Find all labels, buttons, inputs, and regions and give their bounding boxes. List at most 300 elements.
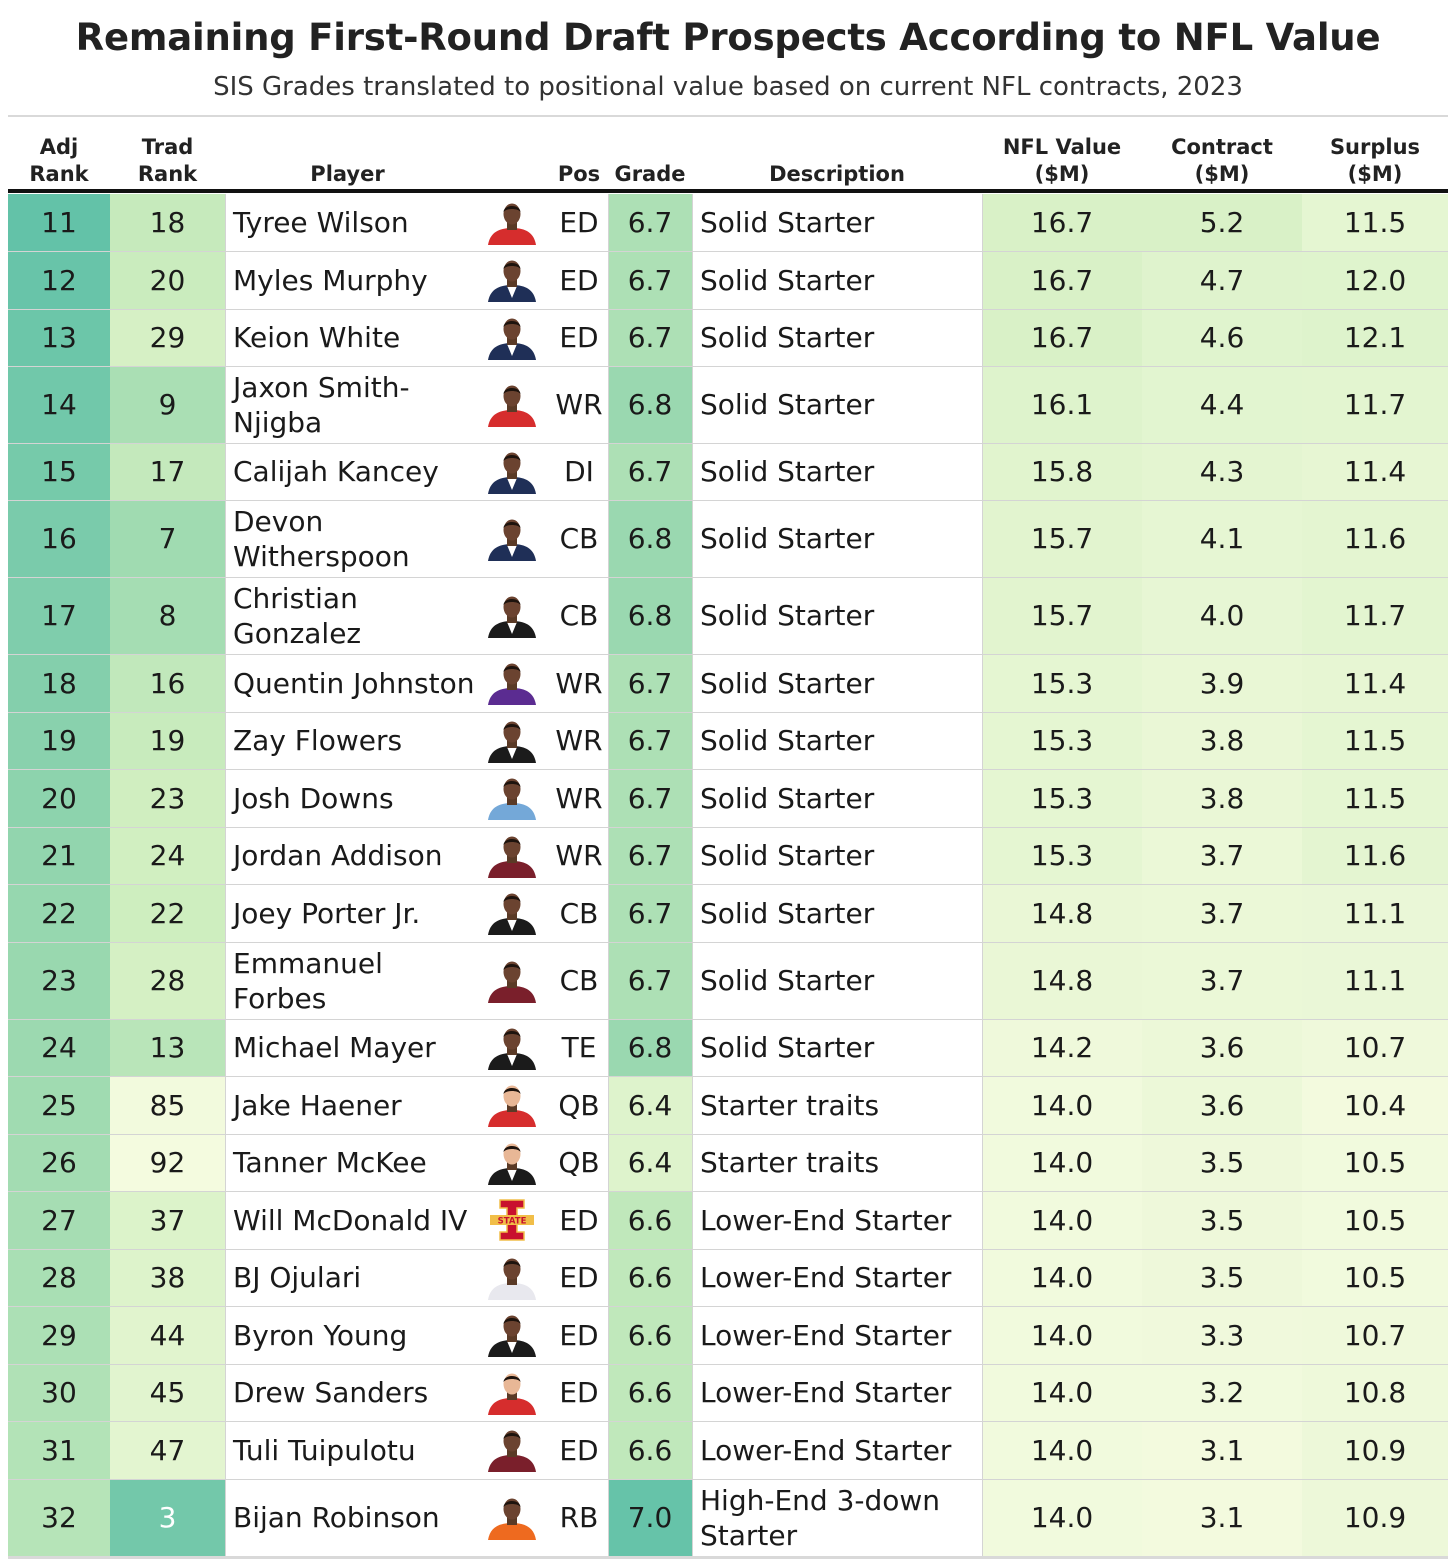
cell-adj: [8, 1364, 110, 1421]
cell-value: [982, 309, 1142, 366]
cell-desc: [692, 577, 982, 654]
cell-contract: [1142, 366, 1302, 443]
cell-trad-text: 45: [149, 1376, 186, 1409]
cell-desc: [692, 712, 982, 769]
cell-desc: [692, 942, 982, 1019]
cell-player-text: Zay Flowers: [233, 724, 403, 757]
cell-value: [982, 712, 1142, 769]
cell-value: [982, 500, 1142, 577]
cell-player: [225, 443, 475, 500]
cell-player: [225, 769, 475, 827]
cell-pos-text: QB: [558, 1146, 600, 1179]
cell-surplus-text: 11.1: [1343, 896, 1407, 930]
cell-player: [225, 1019, 475, 1076]
cell-trad: [110, 1191, 225, 1249]
cell-contract-text: 4.7: [1199, 263, 1245, 297]
cell-trad: [110, 500, 225, 577]
cell-contract: [1142, 1306, 1302, 1364]
cell-pos-text: DI: [564, 455, 594, 488]
cell-surplus: [1302, 194, 1448, 251]
cell-value: [982, 769, 1142, 827]
cell-trad: [110, 884, 225, 942]
cell-surplus: [1302, 251, 1448, 309]
cell-desc-text: Starter traits: [700, 1088, 880, 1122]
cell-desc: [692, 1134, 982, 1191]
cell-surplus-text: 11.7: [1343, 388, 1407, 421]
cell-surplus: [1302, 654, 1448, 712]
row-divider: [8, 1306, 1448, 1307]
cell-value-text: 15.3: [1030, 666, 1094, 700]
cell-player: [225, 500, 475, 577]
player-photo-headshot-icon: [482, 1313, 542, 1361]
cell-value-text: 14.0: [1030, 1203, 1094, 1237]
cell-desc-text: Lower-End Starter: [700, 1203, 952, 1237]
player-photo-headshot-icon: [482, 1256, 542, 1304]
cell-grade-text: 6.7: [627, 896, 673, 930]
cell-pos: [550, 309, 608, 366]
cell-grade: [608, 577, 692, 654]
cell-player-text: Josh Downs: [233, 781, 394, 815]
cell-surplus: [1302, 366, 1448, 443]
cell-grade: [608, 443, 692, 500]
cell-desc-text: Starter traits: [700, 1146, 880, 1179]
cell-desc-text: Solid Starter: [700, 206, 875, 239]
row-divider: [8, 1019, 1448, 1020]
cell-player-text: Myles Murphy: [233, 263, 428, 297]
cell-player: [225, 1421, 475, 1479]
cell-value-text: 16.7: [1030, 206, 1094, 239]
cell-grade-text: 6.6: [627, 1261, 673, 1294]
cell-contract-text: 3.2: [1199, 1376, 1245, 1409]
cell-grade: [608, 1421, 692, 1479]
cell-trad: [110, 366, 225, 443]
row-divider: [8, 769, 1448, 770]
cell-trad: [110, 1076, 225, 1134]
cell-desc-text: Solid Starter: [700, 321, 875, 354]
row-divider: [8, 1134, 1448, 1135]
cell-contract-text: 3.6: [1199, 1031, 1245, 1064]
cell-value-text: 14.0: [1030, 1501, 1094, 1534]
cell-adj: [8, 366, 110, 443]
row-divider: [8, 366, 1448, 367]
player-photo-headshot-icon: [482, 959, 542, 1007]
cell-grade-text: 6.8: [627, 599, 673, 632]
cell-pos: [550, 884, 608, 942]
cell-grade: [608, 1019, 692, 1076]
cell-surplus: [1302, 1421, 1448, 1479]
cell-surplus: [1302, 1191, 1448, 1249]
cell-adj: [8, 942, 110, 1019]
cell-trad: [110, 827, 225, 884]
cell-surplus-text: 11.6: [1343, 522, 1407, 555]
cell-trad-text: 37: [149, 1203, 186, 1237]
player-photo-logo-icon: [482, 1198, 542, 1246]
cell-player: [225, 884, 475, 942]
cell-surplus-text: 11.6: [1343, 839, 1407, 872]
cell-trad-text: 13: [149, 1031, 186, 1064]
column-header-desc: Description: [769, 162, 905, 186]
cell-adj-text: 25: [41, 1088, 77, 1122]
player-photo-headshot-icon: [482, 1083, 542, 1131]
cell-player-text: Joey Porter Jr.: [233, 896, 421, 930]
cell-trad-text: 47: [149, 1433, 186, 1467]
cell-pos: [550, 366, 608, 443]
cell-surplus: [1302, 577, 1448, 654]
row-divider: [8, 654, 1448, 655]
cell-value-text: 14.0: [1030, 1376, 1094, 1409]
cell-contract: [1142, 1191, 1302, 1249]
cell-grade: [608, 194, 692, 251]
cell-grade-text: 6.7: [627, 781, 673, 815]
cell-desc: [692, 769, 982, 827]
cell-desc-text: Solid Starter: [700, 896, 875, 930]
cell-player-text: Jaxon Smith- Njigba: [233, 370, 410, 439]
cell-value-text: 15.3: [1030, 839, 1094, 872]
cell-value-text: 15.3: [1030, 781, 1094, 815]
cell-grade: [608, 500, 692, 577]
cell-desc: [692, 1019, 982, 1076]
cell-grade: [608, 309, 692, 366]
cell-grade: [608, 366, 692, 443]
cell-trad: [110, 1479, 225, 1556]
row-divider: [8, 1076, 1448, 1077]
column-divider: [982, 194, 983, 1556]
cell-grade: [608, 251, 692, 309]
cell-grade-text: 6.8: [627, 1031, 673, 1064]
cell-player: [225, 827, 475, 884]
cell-trad: [110, 309, 225, 366]
cell-desc-text: Solid Starter: [700, 599, 875, 632]
cell-trad-text: 20: [149, 263, 186, 297]
cell-adj-text: 20: [41, 781, 77, 815]
cell-player: [225, 654, 475, 712]
cell-grade: [608, 769, 692, 827]
cell-pos: [550, 577, 608, 654]
cell-contract: [1142, 309, 1302, 366]
cell-grade: [608, 1364, 692, 1421]
cell-pos: [550, 1019, 608, 1076]
cell-pos-text: ED: [559, 1433, 599, 1467]
row-divider: [8, 1421, 1448, 1422]
cell-pos: [550, 1364, 608, 1421]
cell-value-text: 14.0: [1030, 1433, 1094, 1467]
cell-pos-text: WR: [555, 724, 603, 757]
cell-pos: [550, 769, 608, 827]
cell-player-text: Drew Sanders: [233, 1376, 429, 1409]
column-divider: [225, 194, 226, 1556]
cell-adj-text: 29: [41, 1318, 77, 1352]
cell-desc-text: High-End 3-down Starter: [700, 1483, 941, 1552]
cell-value-text: 15.7: [1030, 599, 1094, 632]
cell-pos-text: ED: [559, 206, 599, 239]
cell-contract: [1142, 577, 1302, 654]
cell-pos-text: ED: [559, 1203, 599, 1237]
cell-adj-text: 19: [41, 724, 77, 757]
cell-desc: [692, 1191, 982, 1249]
cell-trad: [110, 1134, 225, 1191]
cell-grade-text: 6.6: [627, 1376, 673, 1409]
cell-adj-text: 15: [41, 455, 77, 488]
cell-surplus-text: 10.9: [1343, 1501, 1407, 1534]
player-photo-headshot-icon: [482, 834, 542, 882]
cell-trad: [110, 251, 225, 309]
cell-pos-text: TE: [561, 1031, 597, 1064]
cell-value: [982, 1191, 1142, 1249]
cell-trad-text: 44: [149, 1318, 186, 1352]
cell-grade-text: 6.6: [627, 1433, 673, 1467]
column-header-value: NFL Value ($M): [1002, 135, 1122, 186]
cell-value-text: 16.7: [1030, 263, 1094, 297]
cell-pos: [550, 1421, 608, 1479]
cell-grade-text: 6.7: [627, 455, 673, 488]
player-photo-headshot-icon: [482, 450, 542, 498]
cell-value: [982, 366, 1142, 443]
cell-trad-text: 28: [149, 964, 186, 997]
row-divider: [8, 942, 1448, 943]
cell-surplus: [1302, 1134, 1448, 1191]
cell-trad: [110, 769, 225, 827]
cell-grade-text: 6.7: [627, 321, 673, 354]
player-photo-headshot-icon: [482, 517, 542, 565]
cell-contract-text: 3.7: [1199, 964, 1245, 997]
cell-adj-text: 23: [41, 964, 77, 997]
cell-contract: [1142, 1479, 1302, 1556]
cell-grade-text: 6.7: [627, 206, 673, 239]
cell-player: [225, 1364, 475, 1421]
cell-surplus-text: 10.4: [1343, 1088, 1407, 1122]
cell-trad: [110, 1249, 225, 1306]
cell-trad-text: 24: [149, 839, 186, 872]
cell-value-text: 14.8: [1030, 964, 1094, 997]
cell-trad-text: 17: [149, 455, 186, 488]
cell-surplus-text: 11.4: [1343, 455, 1407, 488]
cell-contract-text: 3.1: [1199, 1501, 1245, 1534]
cell-contract: [1142, 1076, 1302, 1134]
cell-desc-text: Solid Starter: [700, 839, 875, 872]
cell-grade-text: 7.0: [627, 1501, 673, 1534]
cell-adj: [8, 443, 110, 500]
cell-trad-text: 8: [158, 599, 177, 632]
row-divider: [8, 443, 1448, 444]
cell-pos: [550, 194, 608, 251]
cell-value: [982, 827, 1142, 884]
cell-grade-text: 6.8: [627, 388, 673, 421]
cell-surplus-text: 10.7: [1343, 1031, 1407, 1064]
cell-adj-text: 21: [41, 839, 77, 872]
cell-pos: [550, 712, 608, 769]
cell-pos: [550, 1134, 608, 1191]
cell-pos-text: CB: [559, 522, 599, 555]
cell-surplus: [1302, 1364, 1448, 1421]
cell-contract-text: 3.3: [1199, 1318, 1245, 1352]
cell-player-text: Tyree Wilson: [233, 206, 409, 239]
cell-surplus: [1302, 309, 1448, 366]
cell-value: [982, 1364, 1142, 1421]
cell-player: [225, 309, 475, 366]
cell-player-text: Will McDonald IV: [233, 1203, 468, 1237]
cell-grade: [608, 1306, 692, 1364]
cell-adj-text: 24: [41, 1031, 77, 1064]
cell-value-text: 14.8: [1030, 896, 1094, 930]
cell-adj: [8, 194, 110, 251]
cell-value-text: 14.0: [1030, 1261, 1094, 1294]
cell-value-text: 14.0: [1030, 1146, 1094, 1179]
cell-contract: [1142, 654, 1302, 712]
cell-trad-text: 22: [149, 896, 186, 930]
cell-value-text: 15.3: [1030, 724, 1094, 757]
cell-pos-text: ED: [559, 1261, 599, 1294]
cell-player: [225, 942, 475, 1019]
chart-title: Remaining First-Round Draft Prospects According to NFL Value: [75, 16, 1381, 59]
cell-contract-text: 3.8: [1199, 781, 1245, 815]
column-header-pos: Pos: [557, 162, 601, 186]
cell-adj-text: 14: [41, 388, 77, 421]
cell-adj-text: 18: [41, 666, 77, 700]
cell-adj: [8, 251, 110, 309]
cell-trad: [110, 1364, 225, 1421]
row-divider: [8, 251, 1448, 252]
logo-text: STATE: [497, 1216, 527, 1227]
cell-trad-text: 7: [158, 522, 177, 555]
cell-desc: [692, 309, 982, 366]
cell-pos-text: ED: [559, 321, 599, 354]
cell-player: [225, 1076, 475, 1134]
cell-pos: [550, 500, 608, 577]
cell-player-text: Tuli Tuipulotu: [233, 1433, 416, 1467]
cell-adj-text: 28: [41, 1261, 77, 1294]
cell-desc: [692, 194, 982, 251]
cell-grade: [608, 1134, 692, 1191]
cell-trad: [110, 443, 225, 500]
row-divider: [8, 500, 1448, 501]
cell-adj-text: 12: [41, 263, 77, 297]
cell-grade: [608, 1076, 692, 1134]
cell-contract: [1142, 1019, 1302, 1076]
cell-player-text: Michael Mayer: [233, 1031, 436, 1064]
cell-contract: [1142, 500, 1302, 577]
cell-surplus: [1302, 712, 1448, 769]
player-photo-headshot-icon: [482, 1496, 542, 1544]
cell-pos: [550, 1306, 608, 1364]
cell-contract: [1142, 942, 1302, 1019]
cell-trad-text: 23: [149, 781, 186, 815]
player-photo-headshot-icon: [482, 1371, 542, 1419]
cell-surplus-text: 12.1: [1343, 321, 1407, 354]
cell-adj: [8, 1019, 110, 1076]
cell-surplus: [1302, 1306, 1448, 1364]
cell-pos-text: ED: [559, 1376, 599, 1409]
cell-adj-text: 26: [41, 1146, 77, 1179]
cell-adj: [8, 500, 110, 577]
cell-surplus: [1302, 769, 1448, 827]
cell-adj: [8, 1306, 110, 1364]
cell-value: [982, 942, 1142, 1019]
cell-surplus: [1302, 500, 1448, 577]
cell-surplus-text: 12.0: [1343, 263, 1407, 297]
cell-adj-text: 16: [41, 522, 77, 555]
cell-value: [982, 654, 1142, 712]
cell-value-text: 16.1: [1030, 388, 1094, 421]
cell-desc-text: Lower-End Starter: [700, 1376, 952, 1409]
cell-adj: [8, 309, 110, 366]
cell-contract: [1142, 1421, 1302, 1479]
cell-surplus: [1302, 1076, 1448, 1134]
cell-grade-text: 6.7: [627, 964, 673, 997]
cell-player: [225, 712, 475, 769]
cell-contract-text: 5.2: [1199, 206, 1245, 239]
cell-grade: [608, 1479, 692, 1556]
cell-surplus-text: 10.5: [1343, 1203, 1407, 1237]
cell-value-text: 14.0: [1030, 1088, 1094, 1122]
cell-grade-text: 6.7: [627, 666, 673, 700]
row-divider: [8, 1364, 1448, 1365]
cell-player-text: Bijan Robinson: [233, 1501, 440, 1534]
cell-surplus-text: 11.5: [1343, 724, 1407, 757]
player-photo-headshot-icon: [482, 1428, 542, 1476]
cell-trad-text: 92: [149, 1146, 186, 1179]
cell-contract: [1142, 1249, 1302, 1306]
cell-adj-text: 22: [41, 896, 77, 930]
cell-value-text: 15.7: [1030, 522, 1094, 555]
cell-value: [982, 194, 1142, 251]
cell-value: [982, 1421, 1142, 1479]
cell-player: [225, 366, 475, 443]
player-photo-headshot-icon: [482, 201, 542, 249]
cell-adj-text: 27: [41, 1203, 77, 1237]
cell-pos-text: CB: [559, 896, 599, 930]
cell-pos: [550, 1479, 608, 1556]
cell-value: [982, 1076, 1142, 1134]
cell-contract: [1142, 1364, 1302, 1421]
cell-adj: [8, 1479, 110, 1556]
cell-player-text: Emmanuel Forbes: [233, 946, 383, 1015]
player-photo-headshot-icon: [482, 1026, 542, 1074]
cell-player-text: Keion White: [233, 321, 401, 354]
cell-value-text: 16.7: [1030, 321, 1094, 354]
cell-desc-text: Solid Starter: [700, 388, 875, 421]
cell-value: [982, 1134, 1142, 1191]
cell-trad: [110, 1019, 225, 1076]
cell-trad-text: 85: [149, 1088, 186, 1122]
cell-desc: [692, 251, 982, 309]
cell-grade-text: 6.7: [627, 724, 673, 757]
row-divider: [8, 1249, 1448, 1250]
cell-trad: [110, 194, 225, 251]
cell-contract-text: 3.7: [1199, 839, 1245, 872]
cell-player: [225, 1306, 475, 1364]
cell-desc-text: Solid Starter: [700, 522, 875, 555]
cell-pos-text: WR: [555, 781, 603, 815]
row-divider: [8, 712, 1448, 713]
cell-trad: [110, 1421, 225, 1479]
cell-adj: [8, 712, 110, 769]
cell-player-text: Christian Gonzalez: [233, 581, 362, 650]
cell-desc: [692, 827, 982, 884]
cell-adj: [8, 1249, 110, 1306]
cell-trad-text: 29: [149, 321, 186, 354]
cell-pos: [550, 251, 608, 309]
cell-desc: [692, 1306, 982, 1364]
cell-contract-text: 4.0: [1199, 599, 1245, 632]
cell-contract-text: 3.6: [1199, 1088, 1245, 1122]
row-divider: [8, 884, 1448, 885]
cell-surplus-text: 11.7: [1343, 599, 1407, 632]
cell-contract: [1142, 827, 1302, 884]
column-divider: [692, 194, 693, 1556]
cell-contract-text: 3.5: [1199, 1261, 1245, 1294]
cell-desc-text: Solid Starter: [700, 724, 875, 757]
cell-value: [982, 443, 1142, 500]
